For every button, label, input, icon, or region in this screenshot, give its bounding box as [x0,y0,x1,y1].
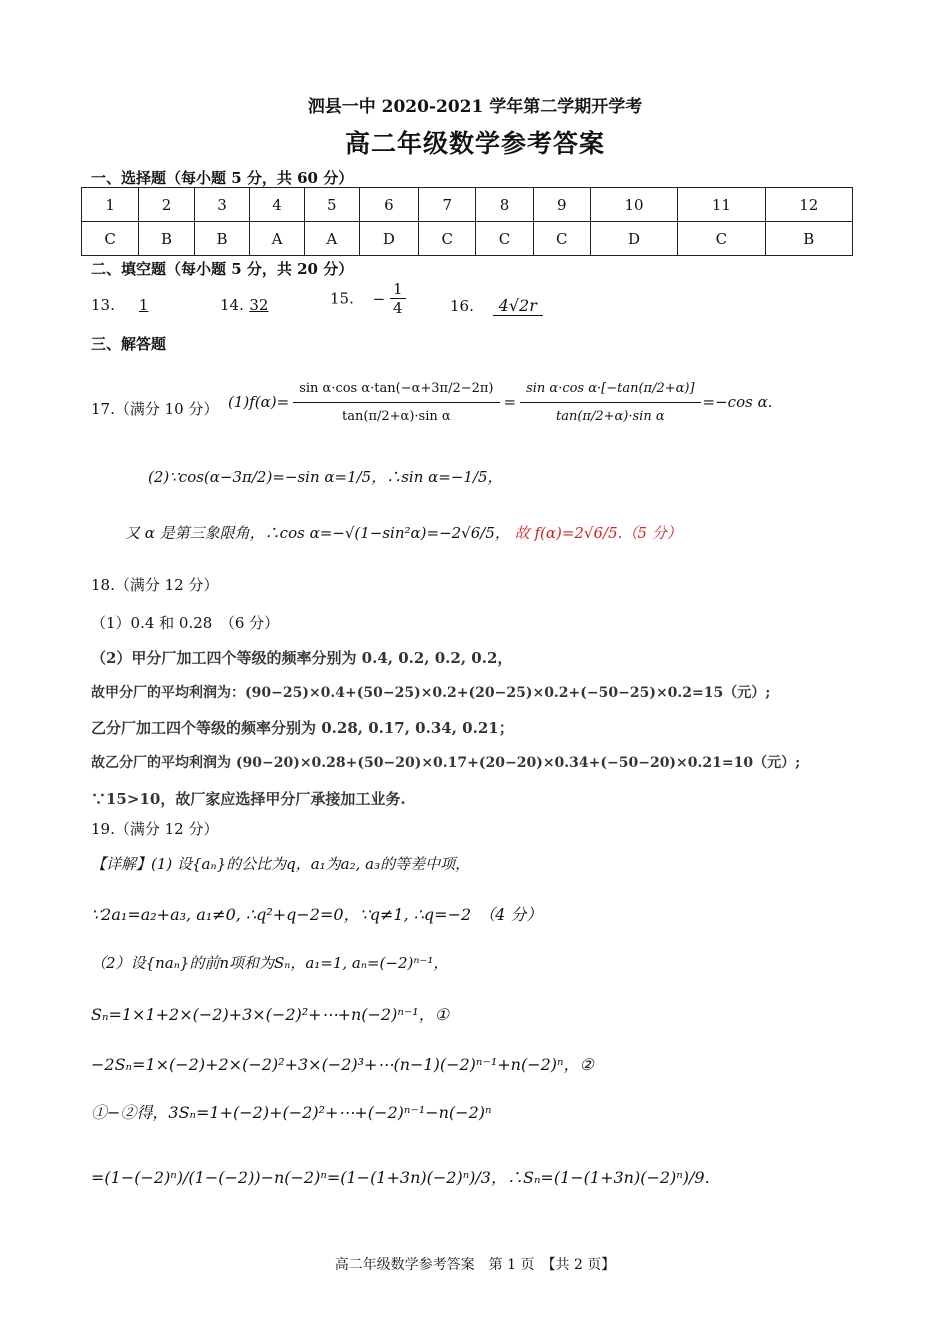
page-footer: 高二年级数学参考答案 第 1 页 【共 2 页】 [334,1257,616,1273]
q19-line6: ①−②得，3Sₙ=1+(−2)+(−2)²+⋯+(−2)ⁿ⁻¹−n(−2)ⁿ [91,1103,492,1122]
q17-part1-prefix: (1)f(α)= [228,393,290,411]
answer-cell: B [139,222,194,256]
q17-part3-conclusion: 故 f(α)=2√6/5.（5 分） [514,524,682,542]
q17-part3-text: 又 α 是第三象限角，∴cos α=−√(1−sin²α)=−2√6/5， [125,524,510,542]
q17-fraction2 [520,381,700,424]
q17-part2: (2)∵cos(α−3π/2)=−sin α=1/5，∴sin α=−1/5， [148,468,503,486]
q19-line3: （2）设{naₙ}的前n项和为Sₙ，a₁=1, aₙ=(−2)ⁿ⁻¹， [91,954,449,972]
q18-label: 18.（满分 12 分） [91,576,219,594]
q13-answer: 1 [138,296,149,314]
section2-heading: 二、填空题（每小题 5 分，共 20 分） [91,260,354,278]
choice-answer-table [81,187,853,256]
q16-label: 16. [450,297,474,315]
q19-line5: −2Sₙ=1×(−2)+2×(−2)²+3×(−2)³+⋯(n−1)(−2)ⁿ⁻¹+n(−2)ⁿ，② [91,1055,594,1074]
q17-fraction1 [293,381,499,424]
q17-frac2-numerator: sin α·cos α·[−tan(π/2+α)] [520,381,700,403]
q14-answer: 32 [249,296,269,314]
q15-denominator: 4 [393,299,403,317]
question-number-cell: 1 [82,188,139,222]
q15-numerator: 1 [390,280,406,299]
question-number-cell: 6 [359,188,418,222]
answer-cell: A [250,222,305,256]
q16-answer: 4√2r [493,296,543,316]
q17-frac1-denominator: tan(π/2+α)·sin α [342,408,451,424]
q17-frac1-numerator: sin α·cos α·tan(−α+3π/2−2π) [293,381,499,403]
q13 [91,296,156,314]
question-number-cell: 4 [250,188,305,222]
q19-line2: ∵2a₁=a₂+a₃, a₁≠0, ∴q²+q−2=0，∵q≠1, ∴q=−2 （4 分） [91,905,543,924]
q15-sign: − [372,289,386,308]
q18-line3: 故甲分厂的平均利润为：(90−25)×0.4+(50−25)×0.2+(20−25)×0.2+(−50−25)×0.2=15（元）; [91,685,771,701]
answer-cell: C [82,222,139,256]
section1-heading: 一、选择题（每小题 5 分，共 60 分） [91,169,354,187]
question-number-cell: 10 [590,188,677,222]
answer-cell: C [533,222,590,256]
section3-heading: 三、解答题 [91,335,167,353]
q18-line2: （2）甲分厂加工四个等级的频率分别为 0.4, 0.2, 0.2, 0.2， [91,649,513,667]
q17-frac2-denominator: tan(π/2+α)·sin α [556,408,665,424]
q18-line5: 故乙分厂的平均利润为 (90−20)×0.28+(50−20)×0.17+(20−20)×0.34+(−50−20)×0.21=10（元）; [91,755,801,771]
question-number-cell: 12 [765,188,852,222]
table-row [82,222,853,256]
answer-cell: D [590,222,677,256]
q15 [330,280,406,317]
q19-line4: Sₙ=1×1+2×(−2)+3×(−2)²+⋯+n(−2)ⁿ⁻¹，① [91,1005,450,1024]
question-number-cell: 9 [533,188,590,222]
q18-line1: （1）0.4 和 0.28 （6 分） [91,614,280,632]
q19-line1: 【详解】(1) 设{aₙ}的公比为q，a₁为a₂, a₃的等差中项， [91,855,471,873]
q16 [450,296,543,316]
q17-part3 [125,522,682,543]
q17-part1-result: =−cos α. [702,393,773,411]
answer-cell: C [476,222,533,256]
q17-part1: (1)f(α)= $\frac{\text{sin α·cos α·tan(−α+3π/2−2π)}}{\text{tan(π/2+α)·sin α}}$ = $\frac{\text{sin α·cos α·[−tan(π/2+α)]}}{\text{tan(π/2+α)·sin α}}$ =−cos α. [228,380,773,424]
q17-label: 17.（满分 10 分） [91,400,219,418]
answer-cell: C [419,222,476,256]
answer-cell: B [194,222,249,256]
q19-label: 19.（满分 12 分） [91,820,219,838]
table-row [82,188,853,222]
question-number-cell: 5 [304,188,359,222]
q14-label: 14. [220,296,244,314]
exam-title: 泗县一中 2020-2021 学年第二学期开学考 [307,97,643,117]
q15-fraction [390,280,406,317]
question-number-cell: 3 [194,188,249,222]
question-number-cell: 2 [139,188,194,222]
answer-cell: C [678,222,765,256]
q14 [220,296,274,314]
question-number-cell: 7 [419,188,476,222]
question-number-cell: 8 [476,188,533,222]
answer-cell: D [359,222,418,256]
answer-cell: A [304,222,359,256]
q15-label: 15. [330,289,354,308]
answer-key-title: 高二年级数学参考答案 [344,129,605,158]
question-number-cell: 11 [678,188,765,222]
q18-line6: ∵15>10，故厂家应选择甲分厂承接加工业务. [91,790,406,808]
q13-label: 13. [91,296,115,314]
q18-line4: 乙分厂加工四个等级的频率分别为 0.28, 0.17, 0.34, 0.21； [91,719,514,737]
answer-cell: B [765,222,852,256]
q19-line7: =(1−(−2)ⁿ)/(1−(−2))−n(−2)ⁿ=(1−(1+3n)(−2)ⁿ)/3，∴Sₙ=(1−(1+3n)(−2)ⁿ)/9. [91,1168,710,1187]
